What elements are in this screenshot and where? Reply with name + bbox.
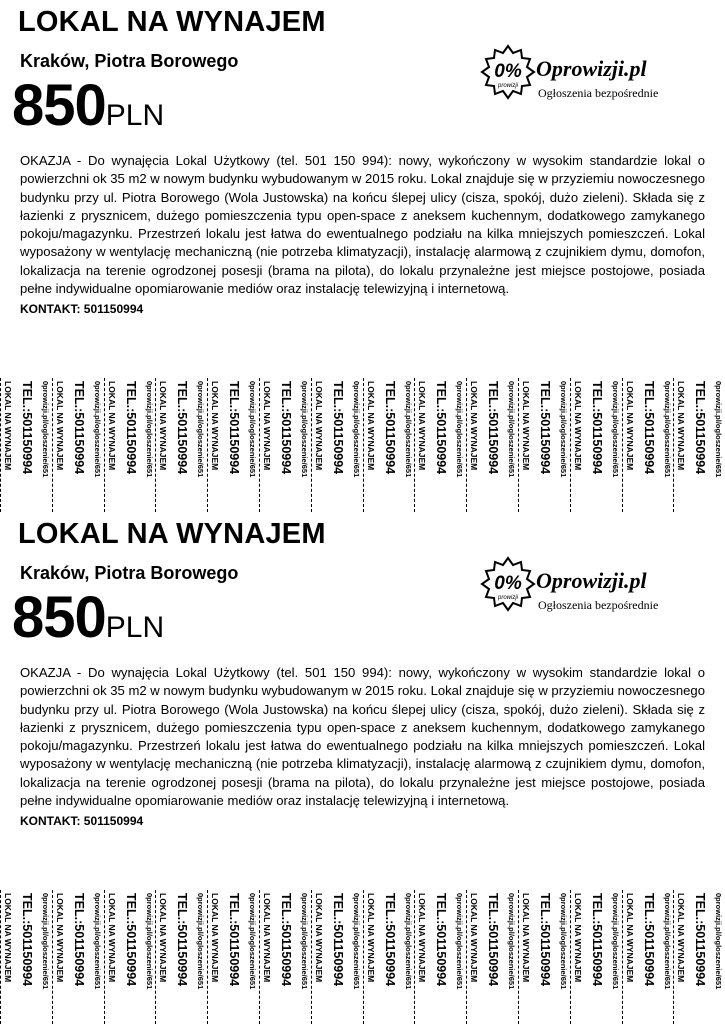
strip-url: 0prowizji.pl/ogloszenie/651 — [41, 381, 50, 478]
price-currency: PLN — [105, 99, 165, 132]
tear-off-strips — [0, 890, 725, 1024]
tear-off-strip — [259, 890, 310, 1024]
strip-title: LOKAL NA WYNAJEM — [469, 381, 480, 471]
strip-phone: TEL.:501150994 — [20, 893, 34, 987]
strip-phone: TEL.:501150994 — [71, 893, 86, 987]
strip-title: LOKAL NA WYNAJEM — [572, 381, 583, 471]
tear-off-strip — [466, 378, 517, 512]
logo-tagline: Ogłoszenia bezpośrednie — [538, 598, 659, 612]
strip-phone: TEL.:501150994 — [71, 381, 86, 475]
tear-off-strip — [518, 890, 569, 1024]
flyer-title: LOKAL NA WYNAJEM — [18, 6, 326, 38]
strip-phone: TEL.:501150994 — [123, 381, 138, 475]
strip-phone: TEL.:501150994 — [693, 893, 708, 987]
strip-title: LOKAL NA WYNAJEM — [624, 381, 635, 471]
tear-off-strip — [414, 890, 465, 1024]
strip-url: 0prowizji.pl/ogloszenie/651 — [507, 893, 517, 990]
strip-title: LOKAL NA WYNAJEM — [106, 893, 117, 983]
tear-off-strip — [363, 378, 414, 512]
badge-text: 0% — [494, 573, 522, 594]
strip-phone: TEL.:501150994 — [227, 893, 242, 987]
strip-title: LOKAL NA WYNAJEM — [210, 893, 221, 983]
tear-off-strips — [0, 378, 725, 512]
strip-title: LOKAL NA WYNAJEM — [676, 381, 687, 471]
strip-phone: TEL.:501150994 — [693, 381, 708, 475]
strip-url: 0prowizji.pl/ogloszenie/651 — [455, 381, 465, 478]
flyer-location: Kraków, Piotra Borowego — [20, 51, 239, 71]
strip-title: LOKAL NA WYNAJEM — [262, 893, 272, 983]
strip-title: LOKAL NA WYNAJEM — [106, 381, 117, 471]
tear-off-strip — [414, 378, 465, 512]
strip-url: 0prowizji.pl/ogloszenie/651 — [714, 381, 724, 478]
tear-off-strip — [622, 378, 673, 512]
strip-title: LOKAL NA WYNAJEM — [158, 893, 169, 983]
flyer-title: LOKAL NA WYNAJEM — [18, 518, 326, 550]
strip-url: 0prowizji.pl/ogloszenie/651 — [300, 381, 309, 478]
tear-off-strip — [673, 890, 724, 1024]
strip-title: LOKAL NA WYNAJEM — [676, 893, 687, 983]
strip-phone: TEL.:501150994 — [486, 381, 501, 475]
strip-title: LOKAL NA WYNAJEM — [417, 381, 428, 471]
price-currency: PLN — [105, 611, 165, 644]
tear-off-strip — [0, 890, 51, 1024]
strip-phone: TEL.:501150994 — [382, 381, 397, 475]
flyer-price — [12, 584, 164, 651]
tear-off-strip — [104, 378, 155, 512]
oprowizji-logo — [480, 556, 670, 616]
flyer-contact: KONTAKT: 501150994 — [20, 302, 144, 316]
logo-name: Oprowizji.pl — [536, 568, 647, 593]
strip-phone: TEL.:501150994 — [486, 893, 501, 987]
strip-phone: TEL.:501150994 — [434, 381, 449, 475]
tear-off-strip — [311, 890, 362, 1024]
strip-url: 0prowizji.pl/ogloszenie/651 — [196, 893, 206, 990]
strip-url: 0prowizji.pl/ogloszenie/651 — [92, 893, 102, 990]
strip-url: 0prowizji.pl/ogloszenie/651 — [610, 381, 620, 478]
tear-off-strip — [52, 890, 103, 1024]
strip-title: LOKAL NA WYNAJEM — [3, 381, 13, 471]
strip-url: 0prowizji.pl/ogloszenie/651 — [559, 381, 568, 478]
strip-url: 0prowizji.pl/ogloszenie/651 — [714, 893, 724, 990]
strip-title: LOKAL NA WYNAJEM — [3, 893, 13, 983]
strip-url: 0prowizji.pl/ogloszenie/651 — [92, 381, 102, 478]
strip-title: LOKAL NA WYNAJEM — [54, 381, 65, 471]
strip-title: LOKAL NA WYNAJEM — [417, 893, 428, 983]
tear-off-strip — [673, 378, 724, 512]
strip-title: LOKAL NA WYNAJEM — [54, 893, 65, 983]
tear-off-strip — [363, 890, 414, 1024]
badge-text: 0% — [494, 61, 522, 82]
strip-url: 0prowizji.pl/ogloszenie/651 — [455, 893, 465, 990]
strip-title: LOKAL NA WYNAJEM — [624, 893, 635, 983]
strip-phone: TEL.:501150994 — [538, 893, 552, 987]
strip-title: LOKAL NA WYNAJEM — [521, 381, 531, 471]
tear-off-strip — [311, 378, 362, 512]
strip-title: LOKAL NA WYNAJEM — [365, 381, 376, 471]
strip-title: LOKAL NA WYNAJEM — [210, 381, 221, 471]
strip-title: LOKAL NA WYNAJEM — [158, 381, 169, 471]
tear-off-strip — [104, 890, 155, 1024]
strip-phone: TEL.:501150994 — [123, 893, 138, 987]
zero-percent-badge-icon — [480, 556, 536, 612]
badge-subtext: prowizji — [497, 595, 519, 601]
tear-off-strip — [518, 378, 569, 512]
flyer-description: OKAZJA - Do wynajęcia Lokal Użytkowy (tel. 501 150 994): nowy, wykończony w wysokim standardzie lokal o powierzchni ok 35 m2 w nowym budynku wybudowanym w 2015 roku. Lokal znajduje się w przyziemiu nowoczesnego budynku przy ul. Piotra Borowego (Wola Justowska) na końcu ślepej ulicy (cisza, spokój, dużo zieleni). Składa się z łazienki z prysznicem, dużego pomieszczenia typu open-space z aneksem kuchennym, dodatkowego zamykanego pokoju/magazynku. Przestrzeń lokalu jest łatwa do ewentualnego podziału na kilka mniejszych pomieszczeń. Lokal wyposażony w wentylację mechaniczną (nie potrzeba klimatyzacji), instalację alarmową z czujnikiem dymu, domofon, lokalizacja na terenie ogrodzonej posesji (brama na pilota), do lokalu przynależne jest miejsce postojowe, posiada pełne indywidualne opomiarowanie mediów oraz instalację telewizyjną i internetową. — [20, 153, 705, 297]
strip-phone: TEL.:501150994 — [279, 381, 293, 475]
strip-phone: TEL.:501150994 — [641, 893, 656, 987]
flyer-price — [12, 72, 164, 139]
price-value: 850 — [12, 585, 106, 650]
strip-url: 0prowizji.pl/ogloszenie/651 — [144, 893, 154, 990]
tear-off-strip — [155, 378, 206, 512]
tear-off-strip — [0, 378, 51, 512]
strip-title: LOKAL NA WYNAJEM — [521, 893, 531, 983]
strip-url: 0prowizji.pl/ogloszenie/651 — [662, 893, 672, 990]
tear-off-strip — [155, 890, 206, 1024]
strip-phone: TEL.:501150994 — [227, 381, 242, 475]
flyer-bottom — [0, 512, 725, 1024]
tear-off-strip — [622, 890, 673, 1024]
tear-off-strip — [570, 890, 621, 1024]
strip-url: 0prowizji.pl/ogloszenie/651 — [559, 893, 568, 990]
strip-title: LOKAL NA WYNAJEM — [313, 893, 324, 983]
strip-phone: TEL.:501150994 — [538, 381, 552, 475]
strip-url: 0prowizji.pl/ogloszenie/651 — [41, 893, 50, 990]
strip-url: 0prowizji.pl/ogloszenie/651 — [610, 893, 620, 990]
strip-phone: TEL.:501150994 — [434, 893, 449, 987]
logo-tagline: Ogłoszenia bezpośrednie — [538, 86, 659, 100]
strip-phone: TEL.:501150994 — [20, 381, 34, 475]
strip-phone: TEL.:501150994 — [330, 381, 345, 475]
tear-off-strip — [259, 378, 310, 512]
tear-off-strip — [207, 378, 258, 512]
strip-phone: TEL.:501150994 — [641, 381, 656, 475]
strip-phone: TEL.:501150994 — [175, 893, 190, 987]
strip-url: 0prowizji.pl/ogloszenie/651 — [507, 381, 517, 478]
tear-off-strip — [570, 378, 621, 512]
strip-url: 0prowizji.pl/ogloszenie/651 — [403, 381, 413, 478]
strip-title: LOKAL NA WYNAJEM — [572, 893, 583, 983]
strip-url: 0prowizji.pl/ogloszenie/651 — [403, 893, 413, 990]
strip-phone: TEL.:501150994 — [589, 893, 604, 987]
tear-off-strip — [466, 890, 517, 1024]
flyer-description: OKAZJA - Do wynajęcia Lokal Użytkowy (tel. 501 150 994): nowy, wykończony w wysokim standardzie lokal o powierzchni ok 35 m2 w nowym budynku wybudowanym w 2015 roku. Lokal znajduje się w przyziemiu nowoczesnego budynku przy ul. Piotra Borowego (Wola Justowska) na końcu ślepej ulicy (cisza, spokój, dużo zieleni). Składa się z łazienki z prysznicem, dużego pomieszczenia typu open-space z aneksem kuchennym, dodatkowego zamykanego pokoju/magazynku. Przestrzeń lokalu jest łatwa do ewentualnego podziału na kilka mniejszych pomieszczeń. Lokal wyposażony w wentylację mechaniczną (nie potrzeba klimatyzacji), instalację alarmową z czujnikiem dymu, domofon, lokalizacja na terenie ogrodzonej posesji (brama na pilota), do lokalu przynależne jest miejsce postojowe, posiada pełne indywidualne opomiarowanie mediów oraz instalację telewizyjną i internetową. — [20, 665, 705, 809]
price-value: 850 — [12, 73, 106, 138]
strip-url: 0prowizji.pl/ogloszenie/651 — [248, 381, 258, 478]
strip-url: 0prowizji.pl/ogloszenie/651 — [248, 893, 258, 990]
strip-url: 0prowizji.pl/ogloszenie/651 — [662, 381, 672, 478]
strip-title: LOKAL NA WYNAJEM — [365, 893, 376, 983]
logo-name: Oprowizji.pl — [536, 56, 647, 81]
tear-off-strip — [52, 378, 103, 512]
strip-url: 0prowizji.pl/ogloszenie/651 — [144, 381, 154, 478]
flyer-contact: KONTAKT: 501150994 — [20, 814, 144, 828]
tear-off-strip — [207, 890, 258, 1024]
strip-url: 0prowizji.pl/ogloszenie/651 — [351, 381, 361, 478]
badge-subtext: prowizji — [497, 83, 519, 89]
strip-title: LOKAL NA WYNAJEM — [262, 381, 272, 471]
strip-url: 0prowizji.pl/ogloszenie/651 — [351, 893, 361, 990]
strip-phone: TEL.:501150994 — [330, 893, 345, 987]
strip-title: LOKAL NA WYNAJEM — [313, 381, 324, 471]
zero-percent-badge-icon — [480, 44, 536, 100]
strip-phone: TEL.:501150994 — [175, 381, 190, 475]
strip-url: 0prowizji.pl/ogloszenie/651 — [300, 893, 309, 990]
flyer-location: Kraków, Piotra Borowego — [20, 563, 239, 583]
oprowizji-logo — [480, 44, 670, 104]
strip-phone: TEL.:501150994 — [589, 381, 604, 475]
strip-title: LOKAL NA WYNAJEM — [469, 893, 480, 983]
strip-phone: TEL.:501150994 — [279, 893, 293, 987]
strip-phone: TEL.:501150994 — [382, 893, 397, 987]
strip-url: 0prowizji.pl/ogloszenie/651 — [196, 381, 206, 478]
